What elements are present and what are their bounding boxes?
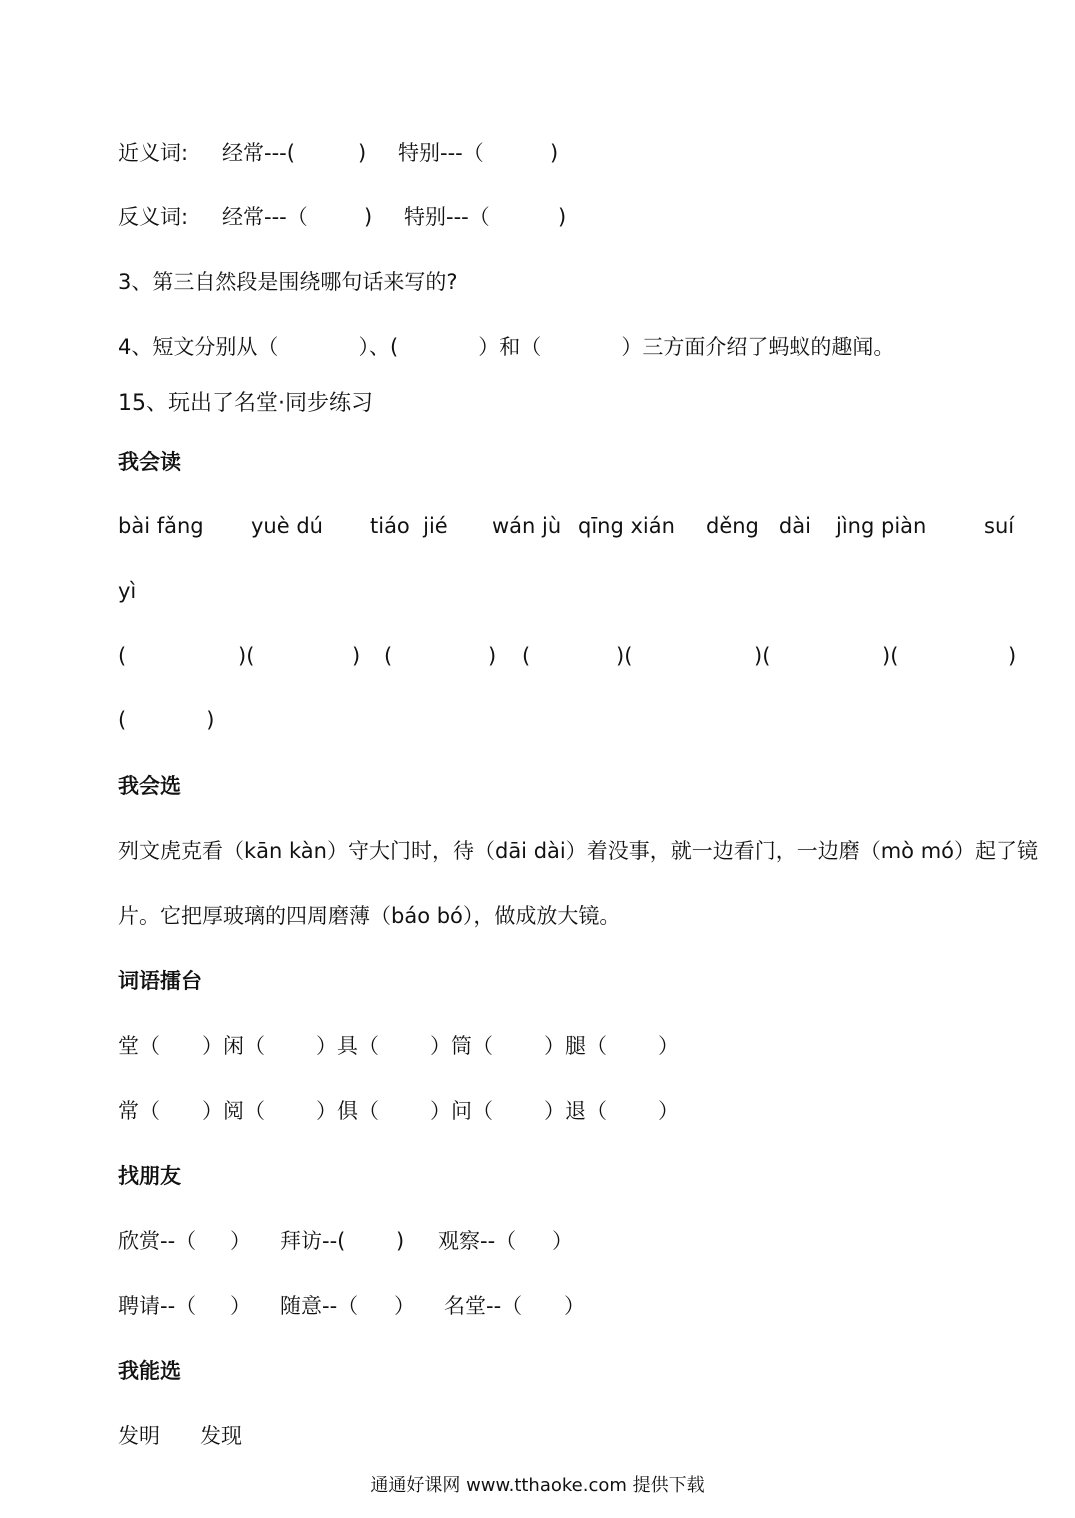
- synonym-item-1: 经常---(: [222, 141, 295, 165]
- friend-item: 随意--（: [280, 1294, 359, 1318]
- select-item: 发明: [118, 1424, 160, 1448]
- heading-words: 词语擂台: [118, 969, 202, 993]
- bracket: )(: [882, 644, 899, 668]
- pinyin-item: wán jù: [492, 514, 562, 538]
- choose-paragraph-1: 列文虎克看（kān kàn）守大门时，待（dāi dài）着没事，就一边看门，一边磨（mò mó）起了镜: [118, 839, 1039, 863]
- word-item: 堂（: [118, 1034, 160, 1058]
- friend-bracket: ）: [564, 1294, 585, 1318]
- bracket: (: [118, 644, 127, 668]
- heading-read: 我会读: [118, 450, 181, 474]
- friend-item: 聘请--（: [118, 1294, 197, 1318]
- word-item: ）腿（: [544, 1034, 607, 1058]
- word-item: ）退（: [544, 1099, 607, 1123]
- word-item: ）俱（: [316, 1099, 379, 1123]
- lesson-title: 15、玩出了名堂·同步练习: [118, 391, 373, 416]
- heading-select: 我能选: [118, 1359, 181, 1383]
- bracket: )(: [616, 644, 633, 668]
- pinyin-wrap: yì: [118, 579, 137, 603]
- antonym-item-1: 经常---（: [222, 205, 308, 229]
- friend-bracket: ）: [394, 1294, 415, 1318]
- antonym-bracket-2: ): [558, 205, 567, 229]
- synonym-bracket-2: ): [550, 141, 559, 165]
- page-footer: 通通好课网 www.tthaoke.com 提供下载: [370, 1475, 705, 1496]
- pinyin-item: yuè dú: [251, 514, 323, 538]
- bracket: ): [1008, 644, 1017, 668]
- antonym-bracket-1: ): [364, 205, 373, 229]
- question-4: 4、短文分别从（ ）、( ）和（ ）三方面介绍了蚂蚁的趣闻。: [118, 335, 895, 359]
- word-item: ）闲（: [202, 1034, 265, 1058]
- synonym-item-2: 特别---（: [398, 141, 484, 165]
- friend-bracket: ): [396, 1229, 405, 1253]
- word-item: ）具（: [316, 1034, 379, 1058]
- pinyin-item: tiáo jié: [370, 514, 448, 538]
- word-item: ）: [658, 1034, 679, 1058]
- word-item: ）问（: [430, 1099, 493, 1123]
- antonym-item-2: 特别---（: [404, 205, 490, 229]
- antonym-label: 反义词:: [118, 205, 189, 229]
- friend-bracket: ）: [230, 1229, 251, 1253]
- choose-paragraph-2: 片。它把厚玻璃的四周磨薄（báo bó），做成放大镜。: [118, 904, 621, 928]
- synonym-bracket-1: ): [358, 141, 367, 165]
- heading-friends: 找朋友: [118, 1164, 181, 1188]
- friend-item: 观察--（: [438, 1229, 517, 1253]
- bracket-last: ( ): [118, 708, 215, 732]
- pinyin-item: bài fǎng: [118, 514, 204, 538]
- bracket: (: [522, 644, 531, 668]
- bracket: )(: [238, 644, 255, 668]
- bracket: )(: [754, 644, 771, 668]
- friend-item: 欣赏--（: [118, 1229, 197, 1253]
- word-item: 常（: [118, 1099, 160, 1123]
- friend-bracket: ）: [552, 1229, 573, 1253]
- word-item: ）阅（: [202, 1099, 265, 1123]
- bracket: (: [384, 644, 393, 668]
- question-3: 3、第三自然段是围绕哪句话来写的?: [118, 270, 458, 294]
- select-item: 发现: [200, 1424, 242, 1448]
- synonym-label: 近义词:: [118, 141, 189, 165]
- friend-bracket: ）: [230, 1294, 251, 1318]
- bracket: ): [488, 644, 497, 668]
- pinyin-item: suí: [984, 514, 1015, 538]
- pinyin-item: qīng xián: [578, 514, 675, 538]
- pinyin-item: jìng piàn: [836, 514, 927, 538]
- word-item: ）筒（: [430, 1034, 493, 1058]
- friend-item: 拜访--(: [280, 1229, 346, 1253]
- heading-choose: 我会选: [118, 774, 181, 798]
- bracket: ): [352, 644, 361, 668]
- pinyin-item: děng dài: [706, 514, 811, 538]
- word-item: ）: [658, 1099, 679, 1123]
- friend-item: 名堂--（: [444, 1294, 523, 1318]
